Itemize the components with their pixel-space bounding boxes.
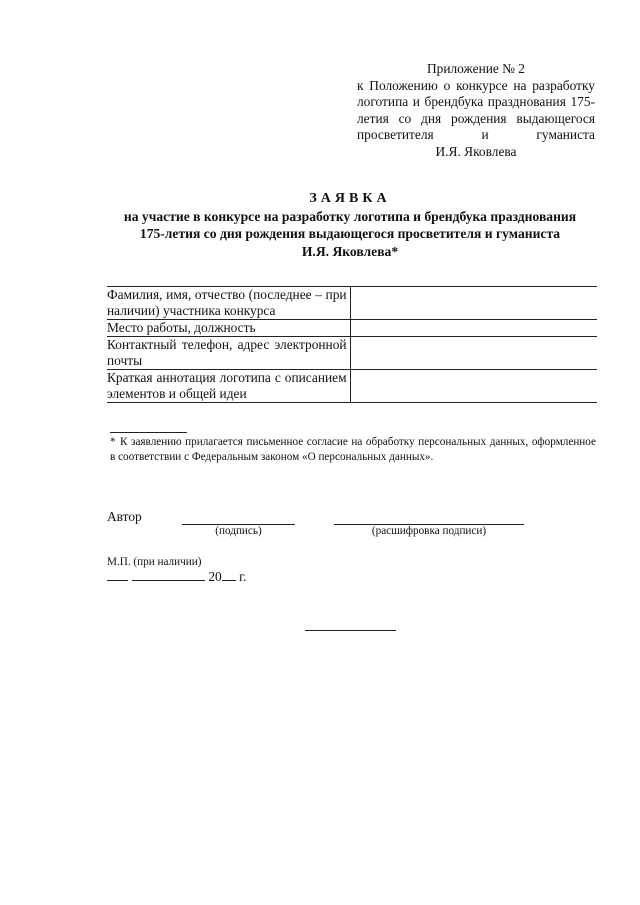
heading-line-2: 175-летия со дня рождения выдающегося просветителя и гуманиста bbox=[139, 226, 561, 241]
full-name-field[interactable] bbox=[350, 287, 597, 320]
table-row bbox=[107, 287, 597, 320]
row-label-annotation: Краткая аннотация логотипа с описанием элементов и общей идеи bbox=[107, 370, 350, 403]
row-label-full-name: Фамилия, имя, отчество (последнее – при наличии) участника конкурса bbox=[107, 287, 350, 320]
date-month-blank[interactable] bbox=[132, 568, 205, 581]
signature-caption: (подпись) bbox=[215, 525, 262, 537]
stamp-label: М.П. (при наличии) bbox=[107, 556, 202, 568]
heading-line-3: И.Я. Яковлева* bbox=[301, 243, 399, 259]
date-year-suffix: г. bbox=[239, 569, 247, 584]
footnote bbox=[110, 435, 596, 464]
table-row bbox=[107, 337, 597, 370]
table-row bbox=[107, 370, 597, 403]
annex-text: к Положению о конкурсе на разработку логотипа и брендбука празднования 175-летия со дня рождения выдающегося просветителя и гуманиста bbox=[357, 77, 595, 143]
annex-title: Приложение № 2 bbox=[426, 61, 526, 76]
heading-line-1: на участие в конкурсе на разработку логотипа и брендбука празднования bbox=[123, 208, 577, 224]
application-form-table bbox=[107, 286, 597, 403]
author-label: Автор bbox=[107, 509, 142, 524]
annex-block bbox=[357, 61, 595, 161]
annotation-field[interactable] bbox=[350, 370, 597, 403]
document-heading bbox=[100, 190, 600, 260]
date-year-blank[interactable] bbox=[222, 568, 236, 581]
signature-block bbox=[107, 509, 597, 549]
signature-decoding-caption: (расшифровка подписи) bbox=[371, 525, 487, 537]
row-label-workplace: Место работы, должность bbox=[107, 320, 350, 337]
date-year-prefix: 20 bbox=[208, 569, 222, 584]
footnote-divider bbox=[110, 432, 187, 433]
workplace-field[interactable] bbox=[350, 320, 597, 337]
date-day-blank[interactable] bbox=[107, 568, 128, 581]
document-title: ЗАЯВКА bbox=[309, 191, 391, 206]
row-label-contacts: Контактный телефон, адрес электронной почты bbox=[107, 337, 350, 370]
bottom-divider bbox=[305, 630, 396, 631]
annex-name: И.Я. Яковлева bbox=[435, 143, 517, 159]
date-row bbox=[107, 568, 246, 585]
footnote-text: К заявлению прилагается письменное согласие на обработку персональных данных, оформленное в соответствии с Федеральным законом «О персональных данных». bbox=[110, 436, 596, 463]
table-row bbox=[107, 320, 597, 337]
contacts-field[interactable] bbox=[350, 337, 597, 370]
footnote-mark: * bbox=[110, 436, 116, 448]
